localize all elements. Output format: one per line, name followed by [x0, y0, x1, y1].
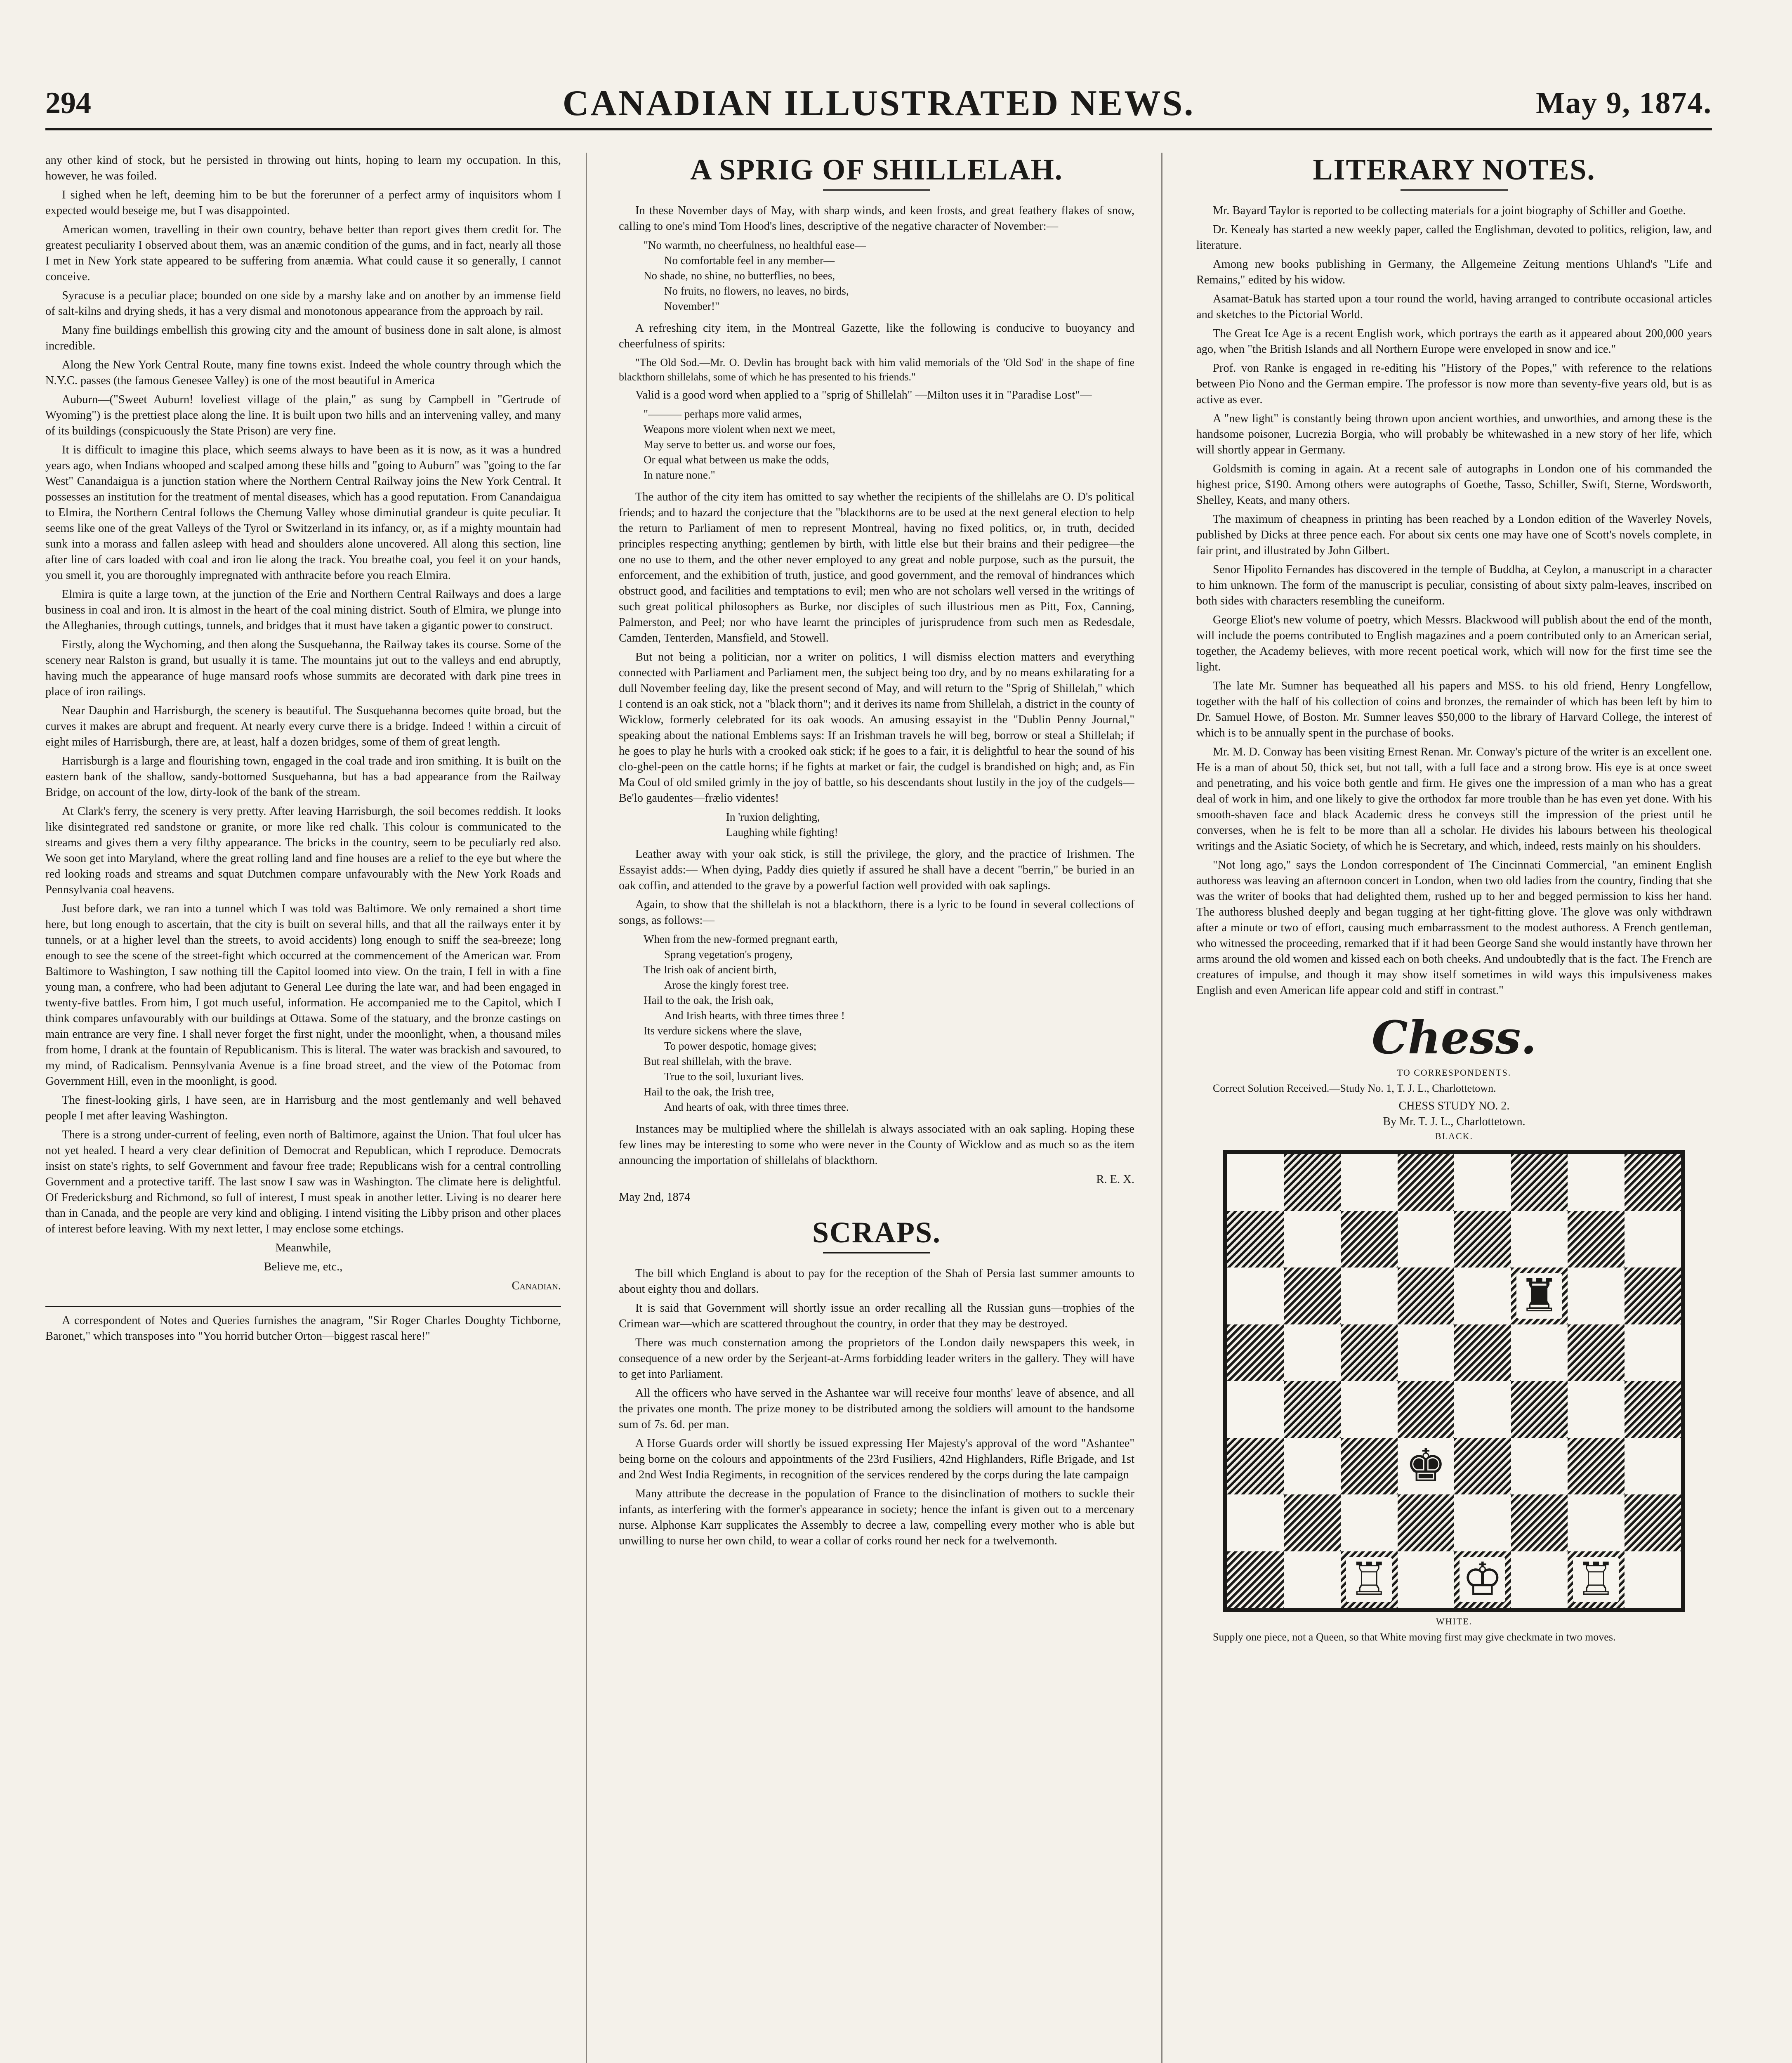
article-paragraph: Firstly, along the Wychoming, and then along the Susquehanna, the Railway takes its course. Some of the scenery near Ralston is grand, but usually it is tame. The mountains jut out to the valleys and end abruptly, having much the appearance of huge mansard roofs whose summits are decorated with dark pine trees in place of iron railings. — [45, 638, 561, 698]
verse-line: When from the new-formed pregnant earth, — [644, 933, 838, 945]
chess-square — [1625, 1438, 1681, 1495]
literary-note: Among new books publishing in Germany, the Allgemeine Zeitung mentions Uhland's "Life and Remains," edited by his widow. — [1196, 258, 1712, 286]
white-rook-piece: ♖ — [1346, 1557, 1392, 1602]
chess-square — [1511, 1381, 1568, 1438]
article-paragraph: Valid is a good word when applied to a "sprig of Shillelah" —Milton uses it in "Paradise Lost"— — [635, 389, 1092, 401]
chess-square — [1625, 1494, 1681, 1551]
article-paragraph: Leather away with your oak stick, is still the privilege, the glory, and the practice of Irishmen. The Essayist adds:— When dying, Paddy dies quietly if assured he shall have a decent "berrin," be buried in an oak coffin, and attended to the grave by a powerful faction well provided with oak saplings. — [619, 848, 1134, 892]
scrap-item: Many attribute the decrease in the population of France to the disinclination of mothers to suckle their infants, as interfering with the former's appearance in society; hence the infant is given out to a mercenary nurse. Alphonse Karr supplicates the Assembly to decree a law, compelling every mother who is able but unwilling to nurse her own child, to wear a collar of corks round her neck for a twelvemonth. — [619, 1487, 1134, 1547]
verse-line: In 'ruxion delighting, — [726, 811, 820, 823]
literary-note: The maximum of cheapness in printing has been reached by a London edition of the Waverley Novels, published by Dicks at three pence each. For about six cents one may have one of Scott's novels complete, in fair print, and illustrated by John Gilbert. — [1196, 513, 1712, 557]
verse-line: Or equal what between us make the odds, — [644, 453, 829, 466]
verse-line: "No warmth, no cheerfulness, no healthful ease— — [644, 239, 866, 251]
literary-note: Dr. Kenealy has started a new weekly paper, called the Englishman, devoted to politics, religion, law, and literature. — [1196, 223, 1712, 252]
chess-correspondents: TO CORRESPONDENTS. — [1397, 1067, 1511, 1078]
chess-square — [1398, 1211, 1455, 1268]
anagram-text: A correspondent of Notes and Queries furnishes the anagram, "Sir Roger Charles Doughty Tichborne, Baronet," which transposes into "You horrid butcher Orton—biggest rascal here!" — [45, 1314, 561, 1343]
article-dateline — [619, 1191, 1134, 1204]
letter-signature: Canadian. — [512, 1279, 561, 1292]
article-paragraph: Again, to show that the shillelah is not a blackthorn, there is a lyric to be found in several collections of songs, as follows:— — [619, 898, 1134, 927]
chess-square — [1227, 1494, 1284, 1551]
chess-square — [1625, 1381, 1681, 1438]
literary-note: Prof. von Ranke is engaged in re-editing his "History of the Popes," with reference to the relations between Pio Nono and the German empire. The professor is now more than seventy-five years old, but is as active as ever. — [1196, 362, 1712, 406]
chess-square — [1511, 1324, 1568, 1381]
chess-square — [1454, 1551, 1511, 1608]
article-signature: R. E. X. — [1096, 1173, 1134, 1186]
verse-line: Hail to the oak, the Irish oak, — [644, 994, 773, 1006]
chess-square — [1625, 1268, 1681, 1324]
newspaper-title: CANADIAN ILLUSTRATED NEWS. — [562, 83, 1195, 123]
scraps-headline: SCRAPS. — [812, 1216, 941, 1249]
article-paragraph: But not being a politician, nor a writer on politics, I will dismiss election matters and everything connected with Parliament and Parliament men, the subject being too dry, and by no means exhilarating for a dull November feeling day, like the present second of May, and will return to the "Sprig of Shillelah," which I contend is an oak stick, not a "black thorn"; and it derives its name from Shillelah, a district in the county of Wicklow, formerly celebrated for its oak woods. An amusing essayist in the "Dublin Penny Journal," speaking about the national Emblems says: If an Irishman travels he will beg, borrow or steal a Shillelah; if he goes to play he hurls with a crooked oak stick; if he goes to a fair, it is delightful to hear the sound of his clo-ghel-peen on the cattle horns; if he fights at market or fair, the cudgel is brandished on high; and, as Fin Ma Coul of old smiled grimly in the joy of battle, so his descendants shout lustily in the joy of the cudgels—Be'lo gaudentes—frælio videntes! — [619, 651, 1134, 805]
article-date: May 2nd, 1874 — [619, 1191, 691, 1204]
chess-square — [1284, 1154, 1341, 1211]
verse-milton — [644, 406, 1134, 483]
verse-line: To power despotic, homage gives; — [664, 1040, 817, 1052]
literary-note: George Eliot's new volume of poetry, which Messrs. Blackwood will publish about the end of the month, will include the poems contributed to English magazines and a poem contributed only to an American serial, together, the Academy believes, with more recent poetical work, which will now for the first time see the light. — [1196, 614, 1712, 673]
chess-square — [1625, 1211, 1681, 1268]
verse-fighting — [726, 810, 1134, 840]
verse-line: No fruits, no flowers, no leaves, no birds, — [664, 285, 849, 297]
chess-square — [1227, 1381, 1284, 1438]
chess-square — [1568, 1494, 1625, 1551]
chess-square — [1511, 1438, 1568, 1495]
scrap-item: A Horse Guards order will shortly be issued expressing Her Majesty's approval of the word "Ashantee" being borne on the colours and appointments of the 23rd Fusiliers, 42nd Highlanders, Rifle Brigade, and 1st and 2nd West India Regiments, in recognition of the services rendered by the corps during the late campaign — [619, 1437, 1134, 1481]
chess-square — [1398, 1154, 1455, 1211]
headline-rule — [1401, 189, 1508, 191]
verse-line: In nature none." — [644, 469, 715, 481]
chess-square — [1625, 1551, 1681, 1608]
chess-square — [1568, 1324, 1625, 1381]
article-paragraph: Just before dark, we ran into a tunnel which I was told was Baltimore. We only remained a short time here, but long enough to ascertain, that the city is built on several hills, and that all the railways enter it by tunnels, or at a higher level than the streets, to avoid accidents) long enough to sniff the sea-breeze; long enough to see the scene of the street-fight which occurred at the commencement of the American war. From Baltimore to Washington, I saw nothing till the Capitol loomed into view. On the train, I fell in with a fine young man, a confrere, who had been adjutant to General Lee during the late war, and had been engaged in twenty-five battles. From him, I got much useful, information. He accompanied me to the Capitol, which I think compares unfavourably with our buildings at Ottawa. Some of the statuary, and the bronze castings on main entrance are very fine. I shall never forget the first night, under the moonlight, when, a thousand miles from home, I drank at the fountain of Republicanism. This is literal. The water was brackish and savoured, to my mind, of Radicalism. Pennsylvania Avenue is a fine broad street, and the view of the Potomac from Government Hill, even in the moonlight, is good. — [45, 902, 561, 1088]
chess-square — [1568, 1381, 1625, 1438]
chess-square — [1227, 1551, 1284, 1608]
chess-square — [1227, 1154, 1284, 1211]
chess-square — [1284, 1551, 1341, 1608]
chess-square — [1511, 1268, 1568, 1324]
article-paragraph: A refreshing city item, in the Montreal Gazette, like the following is conducive to buoyancy and cheerfulness of spirits: — [619, 322, 1134, 350]
article-paragraph: Auburn—("Sweet Auburn! loveliest village of the plain," as sung by Campbell in "Gertrude of Wyoming") is the prettiest place along the line. It is built upon two hills and an intervening valley, and many of its buildings (conspicuously the State Prison) are very fine. — [45, 393, 561, 437]
column-rule-1 — [586, 153, 587, 2063]
letter-closing: Meanwhile, — [275, 1242, 331, 1254]
literary-notes-headline: LITERARY NOTES. — [1313, 153, 1596, 186]
chess-square — [1398, 1438, 1455, 1495]
chess-square — [1568, 1154, 1625, 1211]
article-paragraph: any other kind of stock, but he persisted in throwing out hints, hoping to learn my occupation. In this, however, he was foiled. — [45, 154, 561, 182]
chess-square — [1454, 1494, 1511, 1551]
scrap-item: All the officers who have served in the Ashantee war will receive four months' leave of absence, and all the privates one month. The prize money to be distributed among the soldiers will amount to the handsome sum of 7s. 6d. per man. — [619, 1387, 1134, 1431]
quoted-item: "The Old Sod.—Mr. O. Devlin has brought back with him valid memorials of the 'Old Sod' in the shape of fine blackthorn shillelahs, some of which he has presented to his friends." — [619, 356, 1134, 383]
verse-line: No shade, no shine, no butterflies, no bees, — [644, 269, 835, 282]
literary-note: Senor Hipolito Fernandes has discovered in the temple of Buddha, at Ceylon, a manuscript in a character to him unknown. The form of the manuscript is peculiar, consisting of about sixty palm-leaves, inscribed on both sides with characters resembling the cuneiform. — [1196, 563, 1712, 607]
verse-oak — [644, 932, 1134, 1115]
article-paragraph: Syracuse is a peculiar place; bounded on one side by a marshy lake and on another by an immense field of salt-kilns and drying sheds, it has a very dismal and monotonous appearance from the approach by rail. — [45, 289, 561, 318]
page-number: 294 — [45, 86, 91, 120]
chess-heading: Chess. — [1372, 1011, 1537, 1064]
chess-square — [1454, 1268, 1511, 1324]
chess-square — [1227, 1211, 1284, 1268]
verse-line: And hearts of oak, with three times three. — [664, 1101, 849, 1113]
chess-square — [1454, 1154, 1511, 1211]
chess-square — [1284, 1494, 1341, 1551]
black-king-piece: ♚ — [1403, 1443, 1449, 1489]
chess-square — [1511, 1211, 1568, 1268]
chess-study-title: CHESS STUDY NO. 2. — [1398, 1100, 1510, 1112]
verse-line: No comfortable feel in any member— — [664, 254, 835, 267]
letter-closing-2: Believe me, etc., — [264, 1260, 343, 1273]
chess-square — [1568, 1551, 1625, 1608]
chess-square — [1341, 1381, 1398, 1438]
issue-date: May 9, 1874. — [1536, 86, 1712, 120]
chess-square — [1454, 1324, 1511, 1381]
verse-line: November!" — [664, 300, 719, 312]
chess-square — [1341, 1268, 1398, 1324]
verse-line: May serve to better us. and worse our foes, — [644, 438, 835, 451]
chess-study-author: By Mr. T. J. L., Charlottetown. — [1383, 1115, 1526, 1128]
literary-note: The Great Ice Age is a recent English work, which portrays the earth as it appeared about 200,000 years ago, when "the British Islands and all Northern Europe were enveloped in snow and ice." — [1196, 327, 1712, 356]
chess-square — [1398, 1268, 1455, 1324]
chess-square — [1398, 1381, 1455, 1438]
verse-line: Hail to the oak, the Irish tree, — [644, 1086, 774, 1098]
verse-line: Sprang vegetation's progeny, — [664, 948, 793, 961]
article-paragraph: Along the New York Central Route, many fine towns exist. Indeed the whole country through which the N.Y.C. passes (the famous Genesee Valley) is one of the most beautiful in America — [45, 359, 561, 387]
literary-note: Asamat-Batuk has started upon a tour round the world, having arranged to contribute occasional articles and sketches to the Pictorial World. — [1196, 293, 1712, 321]
article-paragraph: Instances may be multiplied where the shillelah is always associated with an oak sapling. Hoping these few lines may be interesting to some who were never in the County of Wicklow and as much so as the item announcing the importation of shillelahs of blackthorn. — [619, 1123, 1134, 1167]
chess-problem: Supply one piece, not a Queen, so that White moving first may give checkmate in two moves. — [1213, 1631, 1616, 1643]
verse-line: True to the soil, luxuriant lives. — [664, 1070, 804, 1083]
chess-square — [1511, 1154, 1568, 1211]
column-rule-2 — [1161, 153, 1162, 2063]
chess-square — [1454, 1211, 1511, 1268]
literary-note: Mr. Bayard Taylor is reported to be collecting materials for a joint biography of Schiller and Goethe. — [1213, 204, 1686, 217]
chess-square — [1341, 1551, 1398, 1608]
literary-note: Mr. M. D. Conway has been visiting Ernest Renan. Mr. Conway's picture of the writer is an excellent one. He is a man of about 50, thick set, but not tall, with a full face and a strong brow. His eye is at once sweet and penetrating, and his voice both gentle and firm. He gives one the impression of a man who has a great deal of work in him, and one likely to give the orthodox far more trouble than he has even yet done. With his smooth-shaven face and black Academic dress he conveys still the impression of the priest until he converses, when he is felt to be more than all a scholar. He divides his labours between his theological writings and the Asiatic Society, of which he is Secretary, and which, indeed, rests mainly on his shoulders. — [1196, 746, 1712, 852]
verse-line: Laughing while fighting! — [726, 826, 838, 838]
article-paragraph: In these November days of May, with sharp winds, and keen frosts, and great feathery flakes of snow, calling to one's mind Tom Hood's lines, descriptive of the negative character of November:— — [619, 204, 1134, 233]
chess-square — [1341, 1438, 1398, 1495]
chess-black-label: BLACK. — [1435, 1131, 1474, 1141]
article-paragraph: The author of the city item has omitted to say whether the recipients of the shillelahs are O. D's political friends; and to hazard the conjecture that the "blackthorns are to be used at the next general election to help the return to Parliament of men to represent Montreal, having no fixed politics, or, in truth, decided principles respecting anything; gentlemen by birth, with little else but their brains and their pedigree—the one no use to them, and the other never employed to any great and noble purpose, such as the pursuit, the enforcement, and the exhibition of truth, justice, and good government, and the removal of hindrances which obstruct good, and facilities and temptations to evil; men who are not scholars well versed in the writings of such great political philosophers as Burke, nor disciples of such illustrious men as Pitt, Fox, Canning, Palmerston, and Peel; nor who have learnt the principles of jurisprudence from such men as Redesdale, Camden, Tenterden, Mansfield, and Stowell. — [619, 491, 1134, 644]
article-paragraph: It is difficult to imagine this place, which seems always to have been as it is now, as it was a hundred years ago, when Indians whooped and scalped among these hills and "going to Auburn" was "going to the far West" Canandaigua is a junction station where the Northern Central Railway joins the New York Central. It possesses an institution for the treatment of mental diseases, which has a good reputation. From Canandaigua to Elmira, the Northern Central follows the Chemung Valley whose diminutial grandeur is quite peculiar. It seems like one of the great Valleys of the Tyrol or Switzerland in its infancy, or, as if a mighty mountain had sunk into a morass and fallen asleep with head and shoulders alone uncovered. All along this section, line after line of cars loaded with coal and iron lie along the track. You breathe coal, you feel it on your hands, you smell it, you are thoroughly impregnated with anthracite before you reach Elmira. — [45, 444, 561, 582]
verse-line: The Irish oak of ancient birth, — [644, 963, 777, 976]
chess-square — [1511, 1494, 1568, 1551]
headline-rule — [823, 1252, 930, 1253]
literary-note: A "new light" is constantly being thrown upon ancient worthies, and unworthies, and among these is the handsome poisoner, Lucrezia Borgia, who will probably be whitewashed in a new story of her life, which will shortly appear in Germany. — [1196, 412, 1712, 456]
scrap-item: The bill which England is about to pay for the reception of the Shah of Persia last summer amounts to about eighty thou and dollars. — [619, 1267, 1134, 1296]
chess-square — [1341, 1211, 1398, 1268]
article-paragraph: American women, travelling in their own country, behave better than report gives them credit for. The greatest peculiarity I observed about them, was an anæmic condition of the gums, and in fact, nearly all those I met in New York state appeared to be suffering from anæmia. What could cause it so generally, I cannot conceive. — [45, 223, 561, 283]
chess-square — [1454, 1438, 1511, 1495]
chess-square — [1284, 1438, 1341, 1495]
white-king-piece: ♔ — [1460, 1557, 1505, 1602]
chess-square — [1625, 1154, 1681, 1211]
chess-square — [1454, 1381, 1511, 1438]
verse-hood — [644, 238, 1134, 314]
article-paragraph: Elmira is quite a large town, at the junction of the Erie and Northern Central Railways and does a large business in coal and iron. It is almost in the heart of the coal mining district. South of Elmira, we plunge into the Alleghanies, through cuttings, tunnels, and bridges that it must have taken a gigantic power to construct. — [45, 588, 561, 632]
chess-square — [1511, 1551, 1568, 1608]
chess-square — [1398, 1494, 1455, 1551]
article-paragraph: At Clark's ferry, the scenery is very pretty. After leaving Harrisburgh, the soil becomes reddish. It looks like disintegrated red sandstone or granite, or more like red chalk. This colour is communicated to the streams and gives them a very filthy appearance. The bricks in the country, seem to be peculiarly red also. We soon get into Maryland, where the great rolling land and fine houses are a relief to the eye but where the red looking roads and streams and squat Dutchmen compare unfavourably with the New York Roads and Pennsylvania coal heavens. — [45, 805, 561, 896]
literary-note: The late Mr. Sumner has bequeathed all his papers and MSS. to his old friend, Henry Longfellow, together with the half of his collection of coins and bronzes, the remainder of which has been left by him to Dr. Samuel Howe, of Boston. Mr. Sumner leaves $50,000 to the library of Harvard College, the interest of which is to be annually spent in the purchase of books. — [1196, 680, 1712, 739]
chess-board — [1223, 1150, 1685, 1612]
verse-line: Weapons more violent when next we meet, — [644, 423, 835, 435]
chess-square — [1284, 1268, 1341, 1324]
chess-square — [1398, 1324, 1455, 1381]
chess-square — [1284, 1211, 1341, 1268]
white-rook-piece: ♖ — [1573, 1557, 1619, 1602]
chess-square — [1341, 1324, 1398, 1381]
verse-line: "——— perhaps more valid armes, — [644, 408, 802, 420]
chess-square — [1625, 1324, 1681, 1381]
chess-square — [1398, 1551, 1455, 1608]
article-paragraph: Many fine buildings embellish this growing city and the amount of business done in salt alone, is almost incredible. — [45, 324, 561, 352]
chess-square — [1227, 1268, 1284, 1324]
chess-square — [1284, 1324, 1341, 1381]
chess-white-label: WHITE. — [1436, 1616, 1473, 1626]
chess-square — [1568, 1438, 1625, 1495]
masthead — [45, 83, 1712, 130]
chess-square — [1284, 1381, 1341, 1438]
left-column — [45, 153, 561, 2063]
chess-square — [1341, 1494, 1398, 1551]
scrap-item: There was much consternation among the proprietors of the London daily newspapers this week, in consequence of a new order by the Serjeant-at-Arms forbidding leader writers in the gallery. They will have to get into Parliament. — [619, 1336, 1134, 1381]
chess-square — [1568, 1211, 1625, 1268]
scrap-item: It is said that Government will shortly issue an order recalling all the Russian guns—trophies of the Crimean war—which are scattered throughout the country, in order that they may be destroyed. — [619, 1302, 1134, 1330]
article-paragraph: Harrisburgh is a large and flourishing town, engaged in the coal trade and iron smithing. It is built on the eastern bank of the shallow, sandy-bottomed Susquehanna, but has a bad appearance from the Railway Bridge, on account of the low, dirty-look of the bank of the stream. — [45, 755, 561, 799]
literary-note: "Not long ago," says the London correspondent of The Cincinnati Commercial, "an eminent English authoress was leaving an afternoon concert in London, when two old ladies from the country, finding that she was the writer of books that had delighted them, rushed up to her and begged permission to kiss her hand. The authoress blushed deeply and began tugging at her tight-fitting glove. The glove was only withdrawn after a minute or two of effort, causing much embarrassment to the modest authoress. A French gentleman, who witnessed the proceeding, remarked that if it had been George Sand she would instantly have thrown her arms around the old women and kissed each on both cheeks. And undoubtedly that is the fact. The French are creatures of impulse, and though it may show itself sometimes in wild ways this impulsiveness makes English and even American life appear cold and stiff in contrast." — [1196, 859, 1712, 997]
article-headline: A SPRIG OF SHILLELAH. — [690, 153, 1063, 186]
chess-square — [1227, 1324, 1284, 1381]
middle-column — [619, 153, 1134, 2063]
verse-line: But real shillelah, with the brave. — [644, 1055, 792, 1067]
article-paragraph: Near Dauphin and Harrisburgh, the scenery is beautiful. The Susquehanna becomes quite broad, but the curves it makes are abrupt and frequent. At nearly every curve there is a bridge. Indeed ! within a circuit of eight miles of Harrisburgh, there are, at least, half a dozen bridges, some of them of great length. — [45, 704, 561, 748]
verse-line: Its verdure sickens where the slave, — [644, 1024, 802, 1037]
anagram-note — [45, 1306, 561, 1344]
chess-square — [1568, 1268, 1625, 1324]
article-paragraph: The finest-looking girls, I have seen, are in Harrisburg and the most gentlemanly and well behaved people I met after leaving Washington. — [45, 1094, 561, 1122]
verse-line: Arose the kingly forest tree. — [664, 979, 789, 991]
chess-square — [1227, 1438, 1284, 1495]
chess-solution-note: Correct Solution Received.—Study No. 1, T. J. L., Charlottetown. — [1213, 1082, 1496, 1094]
chess-square — [1341, 1154, 1398, 1211]
literary-note: Goldsmith is coming in again. At a recent sale of autographs in London one of his commanded the highest price, $190. Among others were autographs of Goethe, Tasso, Schiller, Swift, Sterne, Wordsworth, Shelley, Keats, and many others. — [1196, 463, 1712, 507]
headline-rule — [823, 189, 930, 191]
right-column — [1196, 153, 1712, 2063]
article-paragraph: I sighed when he left, deeming him to be but the forerunner of a perfect army of inquisitors whom I expected would beseige me, but I was disappointed. — [45, 189, 561, 217]
black-rook-piece: ♜ — [1516, 1273, 1562, 1319]
verse-line: And Irish hearts, with three times three ! — [664, 1009, 845, 1022]
article-paragraph: There is a strong under-current of feeling, even north of Baltimore, against the Union. That foul ulcer has not yet healed. I heard a very clear definition of Democrat and Republican, which I reproduce. Democrats insist on state's rights, to self Government and favour free trade; Republicans wish for a central controlling Government and a protective tariff. The last snow I saw was in Washington. The climate here is delightful. Of Fredericksburg and Richmond, so full of interest, I must speak in another letter. Living is no dearer here than in Canada, and the people are very kind and obliging. I intend visiting the Libby prison and other places of interest before leaving. With my next letter, I may enclose some etchings. — [45, 1128, 561, 1235]
